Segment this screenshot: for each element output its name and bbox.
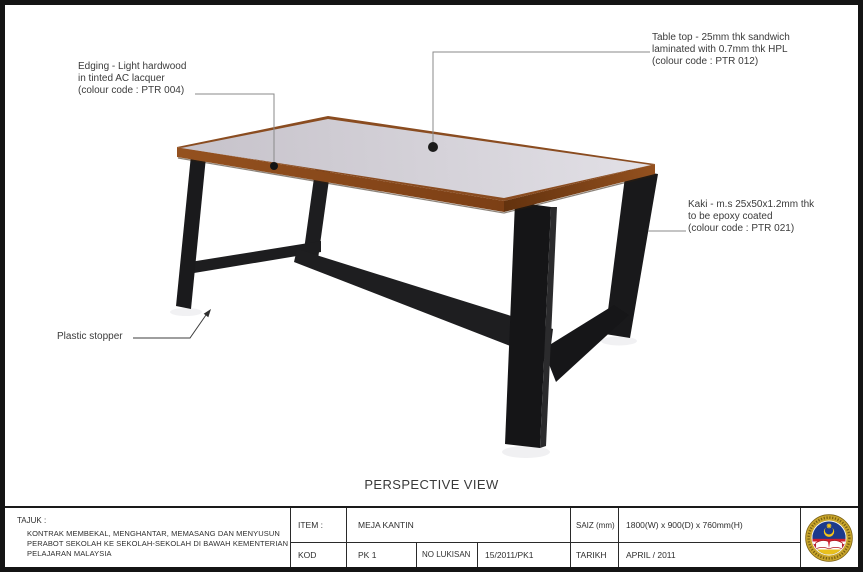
tajuk-label: TAJUK :	[17, 516, 47, 525]
note-line: to be epoxy coated	[688, 211, 773, 222]
no-lukisan-value: 15/2011/PK1	[485, 549, 534, 560]
tajuk-cell	[5, 508, 290, 567]
no-lukisan-label: NO LUKISAN	[422, 550, 471, 559]
note-line: (colour code : PTR 012)	[652, 56, 759, 67]
tarikh-label: TARIKH	[576, 549, 607, 560]
note-line: in tinted AC lacquer	[78, 73, 165, 84]
titleblock-divider	[477, 542, 478, 567]
titleblock-divider	[618, 508, 619, 567]
titleblock-divider	[290, 508, 291, 567]
titleblock-divider	[416, 542, 417, 567]
note-table-top	[652, 32, 790, 68]
leader-dot-edging	[270, 162, 278, 170]
note-line: (colour code : PTR 004)	[78, 85, 185, 96]
leader-dot-tabletop	[428, 142, 438, 152]
logo-cell	[800, 508, 858, 567]
saiz-value: 1800(W) x 900(D) x 760mm(H)	[626, 520, 743, 530]
item-label: ITEM :	[298, 520, 324, 530]
note-line: Plastic stopper	[57, 331, 123, 342]
note-edging	[78, 61, 186, 97]
ministry-of-education-malaysia-emblem-icon	[804, 513, 854, 563]
kod-value: PK 1	[358, 549, 377, 560]
tajuk-text: KONTRAK MEMBEKAL, MENGHANTAR, MEMASANG DAN MENYUSUN	[27, 529, 280, 538]
kod-label: KOD	[298, 549, 317, 560]
title-block	[5, 506, 858, 567]
note-kaki	[688, 199, 814, 235]
note-line: Table top - 25mm thk sandwich	[652, 32, 790, 43]
tarikh-value: APRIL / 2011	[626, 549, 676, 560]
note-plastic-stopper	[57, 331, 123, 343]
titleblock-divider	[346, 508, 347, 567]
titleblock-divider	[570, 508, 571, 567]
tajuk-text: PERABOT SEKOLAH KE SEKOLAH-SEKOLAH DI BAWAH KEMENTERIAN	[27, 539, 289, 548]
note-line: Edging - Light hardwood	[78, 61, 187, 72]
leader-tabletop	[433, 52, 650, 147]
table-leg-front-left	[176, 155, 206, 309]
saiz-label: SAIZ (mm)	[576, 520, 615, 530]
tajuk-text: PELAJARAN MALAYSIA	[27, 549, 112, 558]
note-line: (colour code : PTR 021)	[688, 223, 795, 234]
note-line: laminated with 0.7mm thk HPL	[652, 44, 788, 55]
item-value: MEJA KANTIN	[358, 520, 414, 530]
view-title: PERSPECTIVE VIEW	[364, 477, 499, 492]
note-line: Kaki - m.s 25x50x1.2mm thk	[688, 199, 815, 210]
